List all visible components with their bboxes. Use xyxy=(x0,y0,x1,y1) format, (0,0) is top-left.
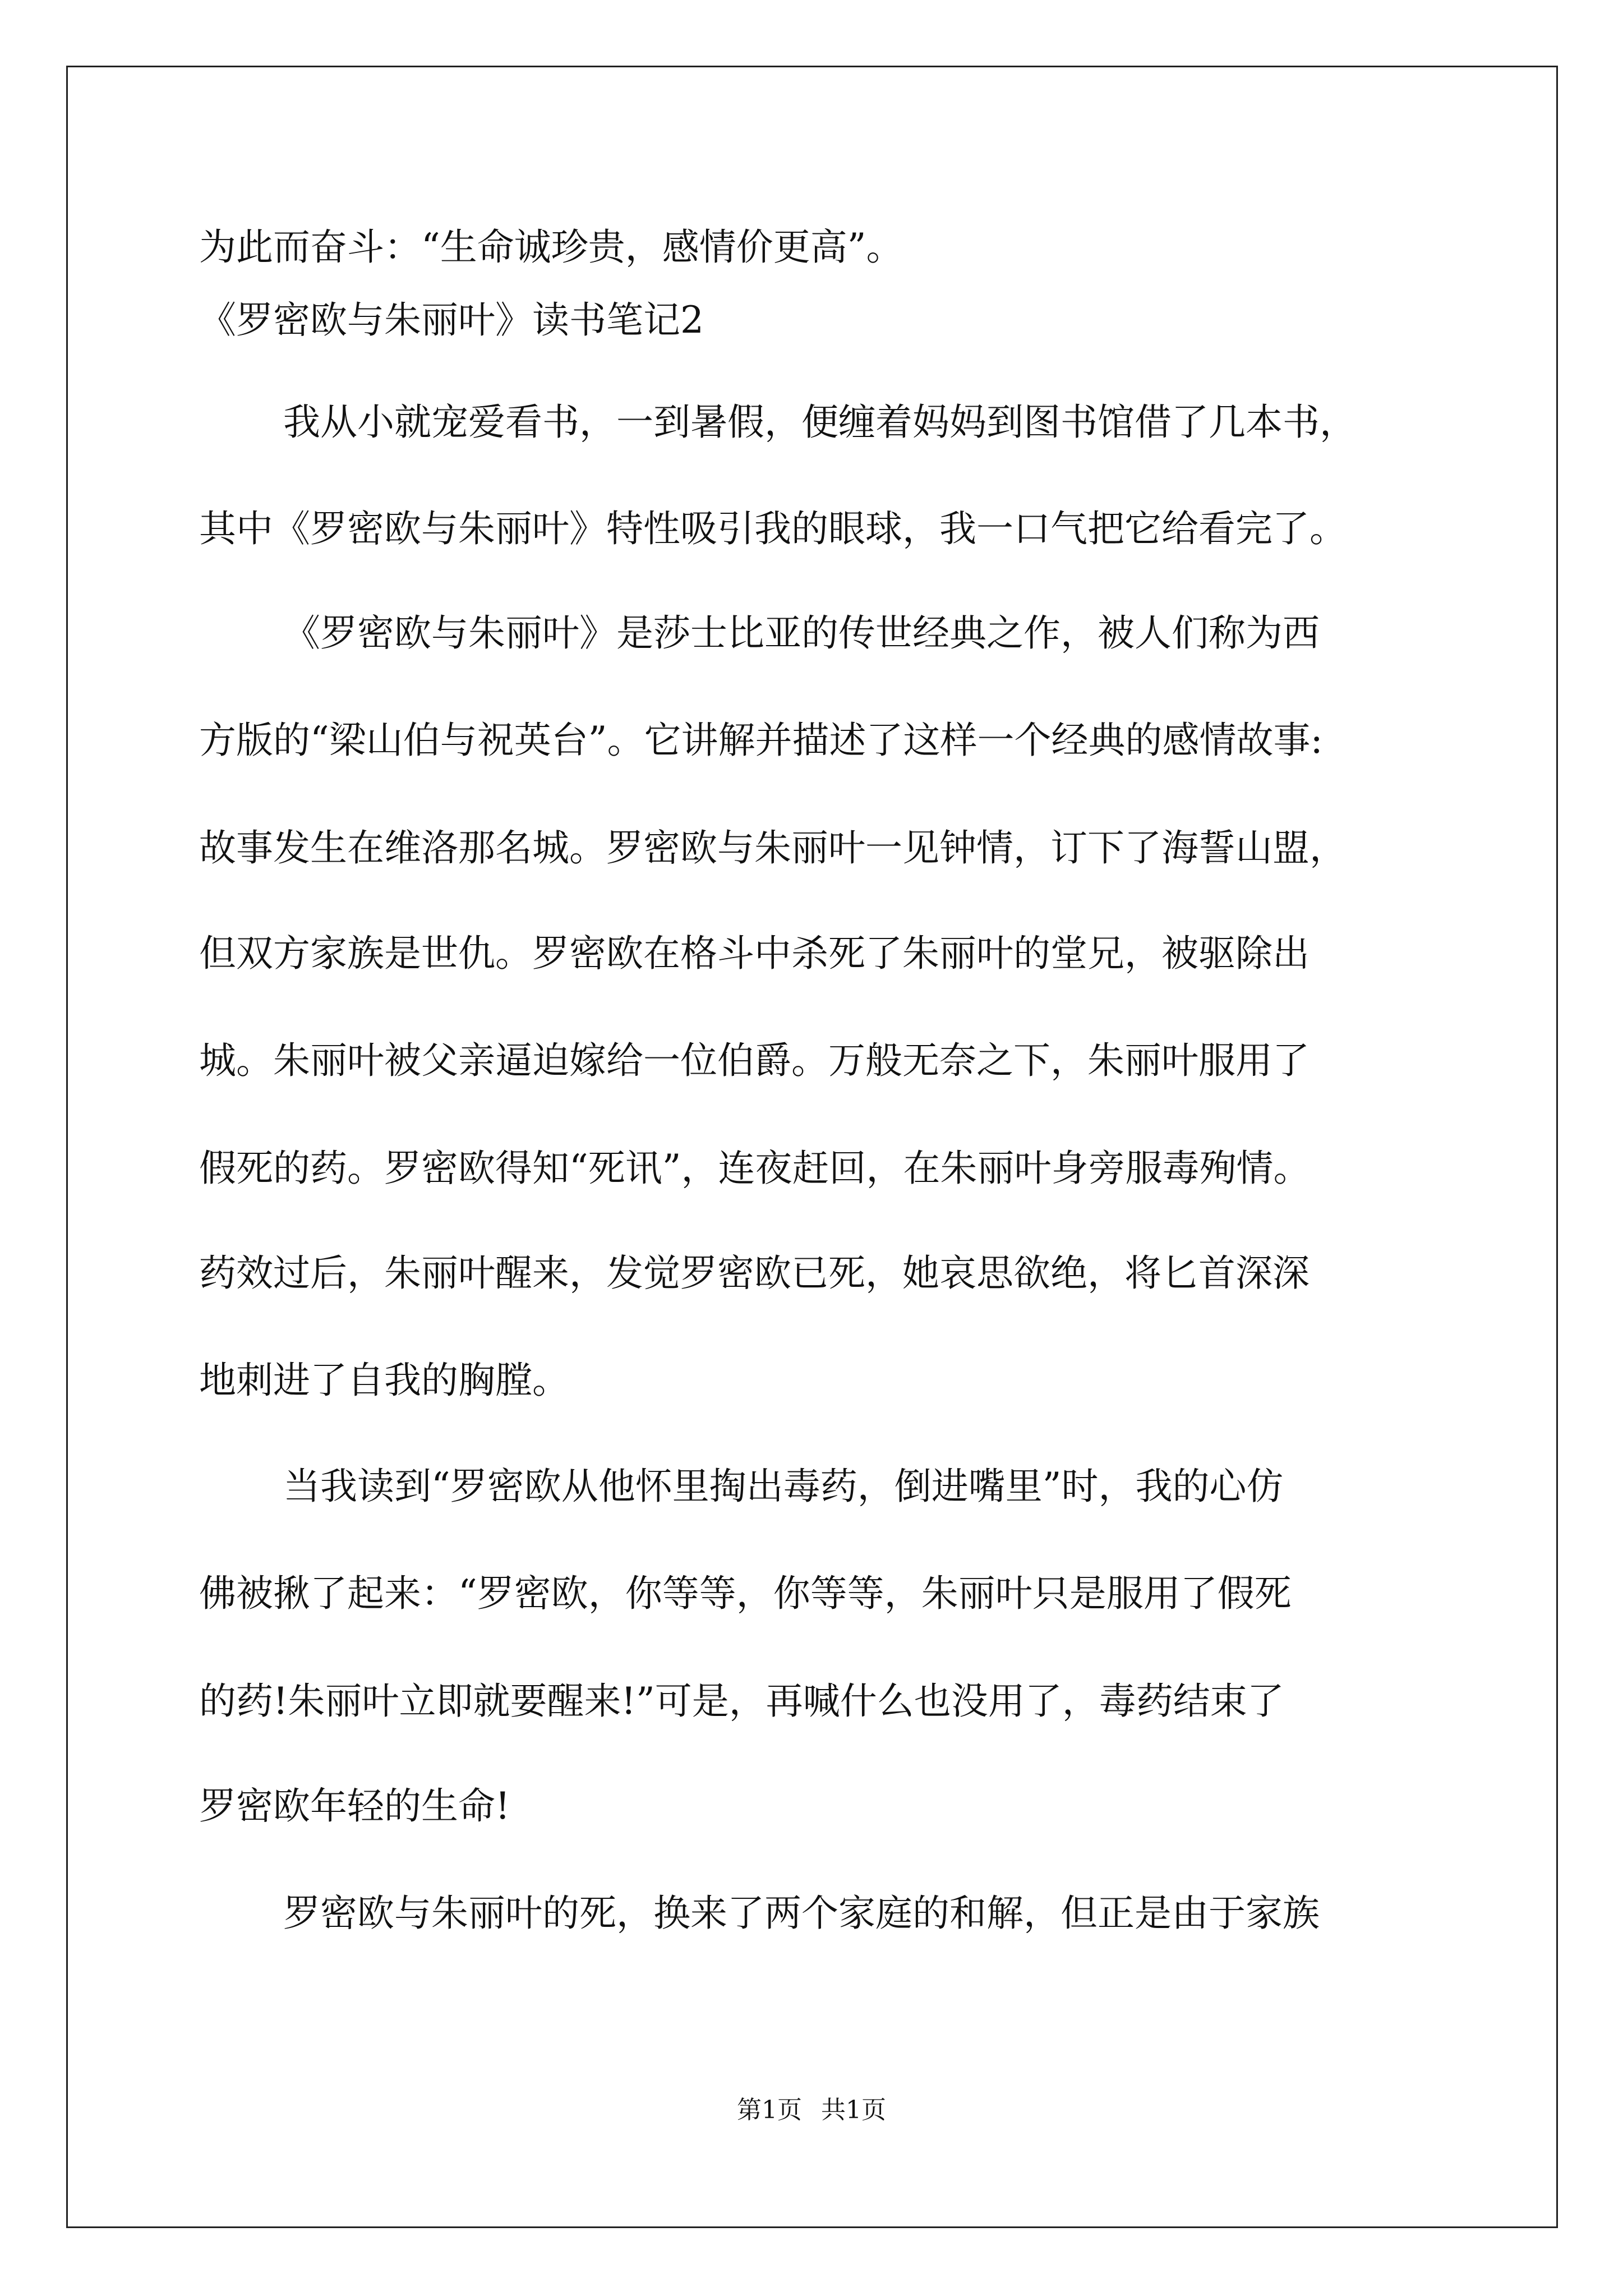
page-footer xyxy=(0,2098,1623,2123)
page-total: 共1页 xyxy=(821,2096,886,2124)
text-line: 但双方家族是世仇。罗密欧在格斗中杀死了朱丽叶的堂兄，被驱除出 xyxy=(199,932,1310,975)
section-heading: 《罗密欧与朱丽叶》读书笔记2 xyxy=(199,298,704,342)
text-line: 其中《罗密欧与朱丽叶》特性吸引我的眼球，我一口气把它给看完了。 xyxy=(199,507,1347,550)
text-line: 为此而奋斗：“生命诚珍贵，感情价更高”。 xyxy=(199,226,903,269)
text-line: 当我读到“罗密欧从他怀里掏出毒药，倒进嘴里”时，我的心仿 xyxy=(283,1465,1284,1508)
text-line: 罗密欧年轻的生命! xyxy=(199,1784,510,1828)
text-line: 城。朱丽叶被父亲逼迫嫁给一位伯爵。万般无奈之下，朱丽叶服用了 xyxy=(199,1039,1310,1082)
text-line: 《罗密欧与朱丽叶》是莎士比亚的传世经典之作，被人们称为西 xyxy=(283,611,1320,655)
text-line: 的药!朱丽叶立即就要醒来!”可是，再喊什么也没用了，毒药结束了 xyxy=(199,1680,1284,1723)
text-line: 药效过后，朱丽叶醒来，发觉罗密欧已死，她哀思欲绝，将匕首深深 xyxy=(199,1251,1310,1295)
text-line: 地刺进了自我的胸膛。 xyxy=(199,1359,569,1402)
text-line: 故事发生在维洛那名城。罗密欧与朱丽叶一见钟情，订下了海誓山盟， xyxy=(199,826,1347,869)
page-number: 第1页 xyxy=(737,2096,802,2124)
text-line: 佛被揪了起来：“罗密欧，你等等，你等等，朱丽叶只是服用了假死 xyxy=(199,1572,1292,1615)
text-line: 罗密欧与朱丽叶的死，换来了两个家庭的和解，但正是由于家族 xyxy=(283,1892,1320,1935)
text-line: 假死的药。罗密欧得知“死讯”，连夜赶回，在朱丽叶身旁服毒殉情。 xyxy=(199,1147,1311,1190)
text-line: 我从小就宠爱看书，一到暑假，便缠着妈妈到图书馆借了几本书， xyxy=(283,401,1357,444)
text-line: 方版的“梁山伯与祝英台”。它讲解并描述了这样一个经典的感情故事: xyxy=(199,719,1323,762)
